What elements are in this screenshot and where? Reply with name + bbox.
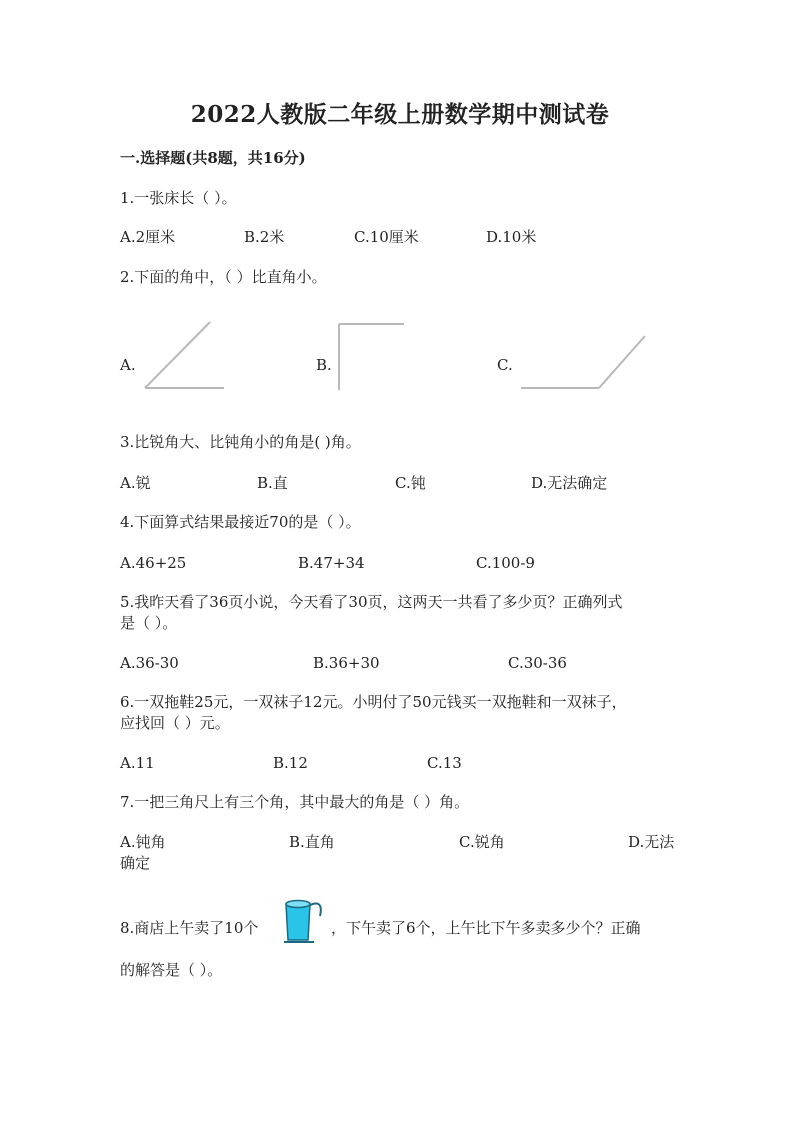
section-heading: 一.选择题(共8题，共16分) xyxy=(120,149,306,167)
question-1-option-b: B.2米 xyxy=(244,228,285,246)
question-1-stem: 1.一张床长（ ）。 xyxy=(120,189,237,207)
question-5-option-a: A.36-30 xyxy=(120,654,179,672)
question-3-option-d: D.无法确定 xyxy=(531,474,608,492)
question-7-option-c: C.锐角 xyxy=(459,833,505,851)
question-6-option-c: C.13 xyxy=(427,754,462,772)
question-1-option-d: D.10米 xyxy=(486,228,537,246)
page-title: 2022人教版二年级上册数学期中测试卷 xyxy=(190,101,610,128)
question-5-option-b: B.36+30 xyxy=(313,654,380,672)
question-1-option-c: C.10厘米 xyxy=(354,228,419,246)
question-7-option-d-wrap: 确定 xyxy=(120,854,151,872)
question-5-option-c: C.30-36 xyxy=(508,654,567,672)
bucket-icon xyxy=(278,894,328,946)
question-6-option-a: A.11 xyxy=(120,754,155,772)
question-6-stem-line-1: 6.一双拖鞋25元，一双袜子12元。小明付了50元钱买一双拖鞋和一双袜子， xyxy=(120,693,627,711)
question-4-stem: 4.下面算式结果最接近70的是（ ）。 xyxy=(120,513,361,531)
question-8-stem-line-2: 的解答是（ ）。 xyxy=(120,961,223,979)
obtuse-angle-figure xyxy=(517,330,651,394)
question-2-option-a: A. xyxy=(120,356,136,374)
question-3-stem: 3.比锐角大、比钝角小的角是( )角。 xyxy=(120,433,361,451)
question-6-stem-line-2: 应找回（ ）元。 xyxy=(120,714,230,732)
right-angle-figure xyxy=(334,318,408,394)
question-2-option-b: B. xyxy=(316,356,332,374)
question-3-option-b: B.直 xyxy=(257,474,288,492)
question-8-stem-part-1: 8.商店上午卖了10个 xyxy=(120,919,259,937)
question-7-option-b: B.直角 xyxy=(289,833,335,851)
question-7-option-d: D.无法 xyxy=(628,833,675,851)
question-7-option-a: A.钝角 xyxy=(120,833,166,851)
question-5-stem-line-1: 5.我昨天看了36页小说，今天看了30页，这两天一共看了多少页？正确列式 xyxy=(120,593,623,611)
question-8-stem-part-2: ，下午卖了6个，上午比下午多卖多少个？正确 xyxy=(331,919,641,937)
question-3-option-c: C.钝 xyxy=(395,474,426,492)
question-2-option-c: C. xyxy=(497,356,513,374)
acute-angle-figure xyxy=(140,318,230,394)
question-4-option-b: B.47+34 xyxy=(298,554,365,572)
question-4-option-a: A.46+25 xyxy=(120,554,187,572)
question-3-option-a: A.锐 xyxy=(120,474,151,492)
question-7-stem: 7.一把三角尺上有三个角，其中最大的角是（ ）角。 xyxy=(120,793,470,811)
question-2-stem: 2.下面的角中，（ ）比直角小。 xyxy=(120,268,327,286)
question-4-option-c: C.100-9 xyxy=(476,554,535,572)
question-1-option-a: A.2厘米 xyxy=(120,228,176,246)
question-6-option-b: B.12 xyxy=(273,754,308,772)
question-5-stem-line-2: 是（ ）。 xyxy=(120,614,178,632)
